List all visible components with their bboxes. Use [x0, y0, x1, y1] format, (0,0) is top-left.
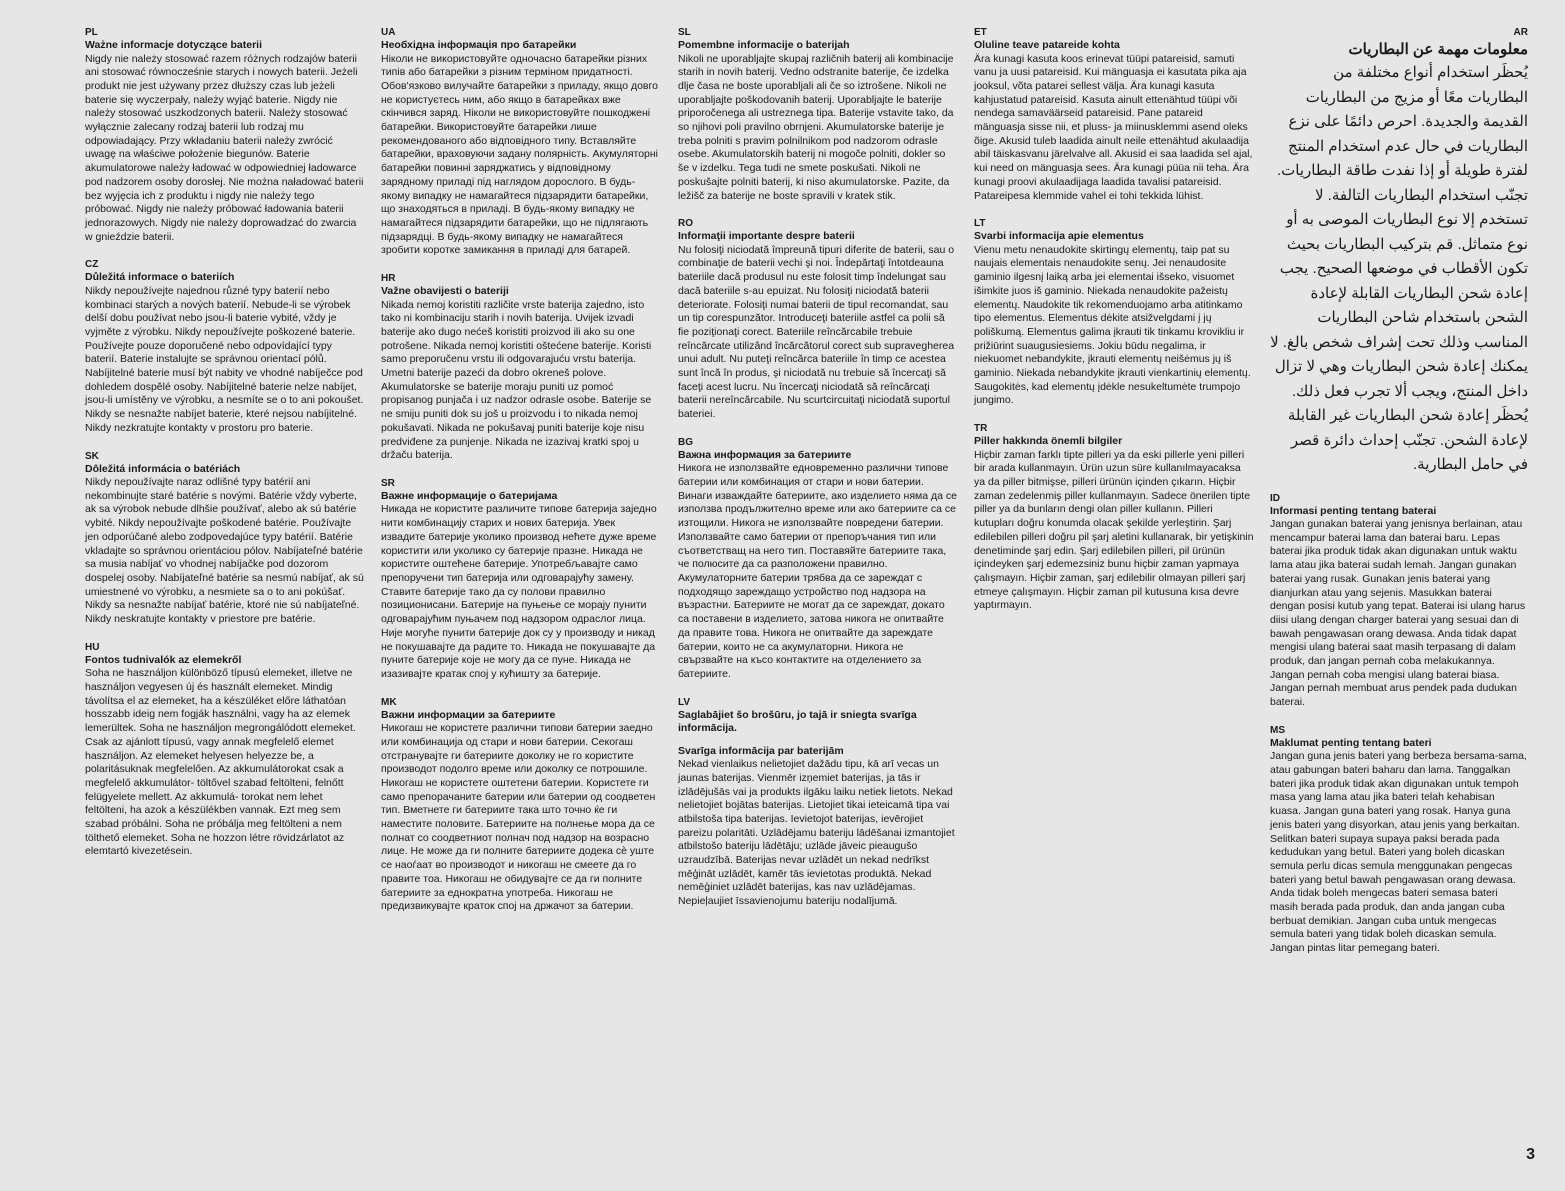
language-code: LV: [678, 696, 691, 708]
language-code: ID: [1270, 492, 1280, 504]
language-code: LT: [974, 218, 986, 230]
column-1: [85, 26, 365, 873]
language-section-hr: [381, 272, 661, 463]
language-section-ms: [1270, 724, 1528, 956]
column-2: [381, 26, 661, 928]
language-code: PL: [85, 27, 98, 38]
language-section-sk: [85, 450, 365, 627]
section-subheading: Svarīga informācija par baterijām: [678, 744, 844, 757]
language-section-lt: [974, 217, 1254, 408]
column-5: [1270, 26, 1528, 970]
section-heading: Saglabājiet šo brošūru, jo tajā ir sniegta svarīga informācija.: [678, 708, 917, 735]
section-heading: Informasi penting tentang baterai: [1270, 504, 1437, 517]
section-heading: Важне информације о батеријама: [381, 489, 558, 502]
section-text: Soha ne használjon különböző típusú elemeket, illetve ne használjon vegyesen új és használt elemeket. Mindig távolítsa el az elemeket, ha a készüléket előre láthatóan hosszabb ideig nem fogják használni, vagy ha az elemek lemerültek. Soha ne használjon megrongálódott elemeket. Csak az ajánlott típusú, vagy annak megfelelő elemet használjon. Az elemeket helyesen helyezze be, a polaritásuknak megfelelően. Az akkumulátorokat csak a megfelelő akkumulátor- töltővel szabad feltölteni, felnőtt felügyelete mellett. Az akkumulá- torokat nem lehet feltölteni, ha azok a készülékben vannak. Ezt meg sem szabad próbálni. Soha ne próbálja meg feltölteni a nem tölthető elemeket. Soha ne hozzon létre rövidzárlatot az elemtartó kivezetésein.: [85, 667, 356, 858]
section-heading: Fontos tudnivalók az elemekről: [85, 653, 242, 666]
language-code: MK: [381, 696, 397, 708]
language-code: UA: [381, 27, 396, 38]
section-heading: Informaţii importante despre baterii: [678, 230, 855, 243]
language-code: MS: [1270, 724, 1285, 736]
section-heading: Svarbi informacija apie elementus: [974, 230, 1144, 243]
language-code: SK: [85, 450, 99, 462]
section-text: Никада не користите различите типове батерија заједно нити комбинацију старих и нових батерија. Увек извадите батерије уколико производ нећете дуже време користити или уколико су батерије празне. Никада не користите оштећене батерије. Употребљавајте само препоручени тип батерија или одговарајућу замену. Ставите батерије тако да су полови правилно позиционисани. Батерије на пуњење се морају пунити одговарајућим пуњачем под надзором одраслог лица. Није могуће пунити батерије док су у производу и никад не покушавајте да радите то. Никада не покушавајте да пуните батерије које не могу да се пуне. Никада не изазивајте кратак спој у кућишту за батерије.: [381, 503, 657, 680]
language-section-sl: [678, 26, 958, 203]
section-text: Ніколи не використовуйте одночасно батарейки різних типів або батарейки з різним терміном придатності. Обов'язково вилучайте батарейки з приладу, якщо довго не користуєтесь ним, або якщо в батарейках вже скінчився заряд. Ніколи не використовуйте пошкоджені батарейки. Використовуйте батарейки лише рекомендованого або відповідного типу. Вставляйте батарейки, враховуючи задану полярність. Акумуляторні батарейки повинні заряджатись у відповідному зарядному приладі під наглядом дорослого. В будь-якому випадку не намагайтеся підзарядити батарейки, що знаходяться в приладі. В будь-якому випадку не намагайтеся підзарядити батарейки, що не підлягають підзарядці. В будь-якому випадку не намагайтеся зробити коротке замикання в приладі для батарей.: [381, 52, 659, 257]
section-text: Jangan guna jenis bateri yang berbeza bersama-sama, atau gabungan bateri baharu dan lama. Tanggalkan bateri jika produk tidak akan digunakan untuk tempoh masa yang lama atau jika bateri telah kehabisan kuasa. Jangan guna bateri yang rosak. Hanya guna jenis bateri yang disyorkan, atau jenis yang berkaitan. Selitkan bateri supaya supaya paksi berada pada kedudukan yang betul. Bateri yang boleh dicaskan semula perlu dicas semula menggunakan pengecas bateri yang betul bawah pengawasan orang dewasa. Anda tidak boleh mengecas bateri semasa bateri masih berada pada produk, dan anda jangan cuba berbuat demikian. Jangan cuba untuk mengecas semula bateri yang tidak boleh dicaskan semula. Jangan pintas litar pemegang bateri.: [1270, 750, 1527, 955]
section-heading: Pomembne informacije o baterijah: [678, 39, 850, 51]
section-text: Nikdy nepoužívejte najednou různé typy baterií nebo kombinaci starých a nových baterií. Nebude-li se výrobek delší dobu používat nebo jsou-li baterie vybité, vždy je vyjměte z výrobku. Nikdy nepoužívejte poškozené baterie. Používejte pouze doporučené nebo odpovídající typy baterií. Baterie instalujte se správnou orientací pólů. Nabíjitelné baterie musí být nabity ve vhodné nabíječce pod dohledem dospělé osoby. Nabíjitelné baterie nelze nabíjet, jsou-li umístěny ve výrobku, a nesmíte se o to ani pokoušet. Nikdy se nesnažte nabíjet baterie, které nejsou nabíjitelné. Nikdy nezkratujte kontakty v prostoru pro baterie.: [85, 284, 364, 434]
language-section-sr: [381, 477, 661, 682]
section-heading: Необхідна інформація про батарейки: [381, 39, 577, 51]
language-section-lv: [678, 696, 958, 909]
language-code: HU: [85, 641, 100, 653]
section-heading: Важни информации за батериите: [381, 708, 556, 721]
language-code: AR: [1513, 27, 1528, 38]
section-text: Nikada nemoj koristiti različite vrste baterija zajedno, isto tako ni kombinaciju starih i novih baterija. Uvijek izvadi baterije ako dugo nećeš koristiti proizvod ili ako su one potrošene. Nikada nemoj koristiti oštećene baterije. Koristi samo preporučenu vrstu ili odgovarajuću vrstu baterija. Umetni baterije pazeći da dobro okreneš polove. Akumulatorske se baterije moraju puniti uz pomoć propisanog punjača i uz nadzor odrasle osobe. Baterije se ne smiju puniti dok su još u proizvodu i to nikada nemoj pokušavati. Nikada ne pokušavaj puniti baterije koje nisu predviđene za punjenje. Nikada ne izazivaj kratki spoj u držaču baterija.: [381, 298, 652, 462]
language-section-ro: [678, 217, 958, 422]
section-heading: Důležitá informace o bateriích: [85, 271, 235, 284]
section-text: Nu folosiţi niciodată împreună tipuri diferite de baterii, sau o combinaţie de baterii vechi şi noi. Îndepărtaţi întotdeauna bateriile dacă produsul nu este folosit timp îndelungat sau dacă bateriile s-au epuizat. Nu folosiţi niciodată baterii deteriorate. Folosiţi numai baterii de tipul recomandat, sau un tip corespunzător. Introduceţi bateriile astfel ca polii să fie poziţionaţi corect. Bateriile reîncărcabile trebuie reîncărcate utilizând încărcătorul corect sub supravegherea unui adult. Nu puteţi reîncărca bateriile în timp ce acestea sunt încă în produs, şi niciodată nu trebuie să încercaţi să faceţi acest lucru. Nu încercaţi niciodată să reîncărcaţi baterii nereîncărcabile. Nu scurtcircuitaţi niciodată suportul bateriei.: [678, 243, 955, 421]
section-heading: Ważne informacje dotyczące baterii: [85, 39, 262, 51]
section-text: Nikdy nepoužívajte naraz odlišné typy batérií ani nekombinujte staré batérie s novými. Batérie vždy vyberte, ak sa výrobok nebude dlhšie používať, alebo ak sú batérie vybité. Nikdy nepoužívajte poškodené batérie. Používajte jen odporúčané alebo zodpovedajúce typy batérií. Batérie vkladajte so správnou orientáciou pólov. Nabíjateľné batérie sa musia nabíjať vo vhodnej nabíjačke pod dozorom dospelej osoby. Nabíjateľné batérie sa nesmú nabíjať, ak sú umiestnené vo výrobku, a nesmiete sa o to ani pokúšať. Nikdy sa nesnažte nabíjať batérie, ktoré nie sú nabíjateľné. Nikdy neskratujte kontakty v priestore pre batérie.: [85, 476, 364, 626]
language-section-et: [974, 26, 1254, 203]
section-text: يُحظَر استخدام أنواع مختلفة من البطاريات معًا أو مزيج من البطاريات القديمة والجديدة. احرص دائمًا على نزع البطاريات في حال عدم استخدام المنتج لفترة طويلة أو إذا نفدت طاقة البطاريات. تجنّب استخدام البطاريات التالفة. لا تستخدم إلا نوع البطاريات الموصى به أو نوع متماثل. قم بتركيب البطاريات بحيث تكون الأقطاب في موضعها الصحيح. يجب إعادة شحن البطاريات القابلة لإعادة الشحن باستخدام شاحن البطاريات المناسب وذلك تحت إشراف شخص بالغ. لا يمكنك إعادة شحن البطاريات وهي لا تزال داخل المنتج، ويجب ألا تجرب فعل ذلك. يُحظَر إعادة شحن البطاريات غير القابلة لإعادة الشحن. تجنّب إحداث دائرة قصر في حامل البطارية.: [1270, 64, 1528, 473]
language-code: BG: [678, 436, 693, 448]
section-text: Hiçbir zaman farklı tipte pilleri ya da eski pillerle yeni pilleri bir arada kullanmayın. Ürün uzun süre kullanılmayacaksa ya da piller bitmişse, pilleri ürünün içinden çıkarın. Hiçbir zaman zedelenmiş piller kullanmayın. Sadece önerilen tipte piller ya da bunların dengi olan piller kullanın. Pilleri kutupları doğru konumda olacak şekilde yerleştirin. Şarj edilebilen pilleri doğru pil şarj aletini kullanarak, bir yetişkinin denetiminde şarj edin. Şarj edilebilen pilleri, pil ürünün içindeyken şarj edemezsiniz bunu hiçbir zaman yapmaya çalışmayın. Hiçbir zaman, şarj edilebilir olmayan pilleri şarj etmeye çalışmayın. Hiçbir zaman pil kutusuna kısa devre yaptırmayın.: [974, 448, 1254, 612]
language-code: CZ: [85, 259, 99, 271]
language-section-bg: [678, 436, 958, 682]
section-text: Ära kunagi kasuta koos erinevat tüüpi patareisid, samuti vanu ja uusi patareisid. Kui mänguasja ei kasutata pika aja jooksul, võta patarei sellest välja. Ära kunagi kasuta kahjustatud patareisid. Kasuta ainult ettenähtud tüüpi või nendega samaväärseid patareisid. Pane patareid mänguasja sisse nii, et pluss- ja miinusklemmi asend oleks õige. Akusid tuleb laadida ainult neile ettenähtud akulaadija abil täiskasvanu järelvalve all. Akusid ei saa laadida sel ajal, kui need on mänguasja sees. Ära kunagi püüa nii teha. Ära kunagi proovi akulaadijaga laadida tavalisi patareisid. Patareipesa klemmide vahel ei tohi tekkida lühist.: [974, 52, 1253, 202]
section-text: Nikoli ne uporabljajte skupaj različnih baterij ali kombinacije starih in novih baterij. Vedno odstranite baterije, če izdelka dlje časa ne boste uporabljali ali če so iztrošene. Nikoli ne uporabljajte poškodovanih baterij. Uporabljajte le baterije priporočenega ali ustreznega tipa. Baterije vstavite tako, da so njihovi poli pravilno obrnjeni. Akumulatorske baterije je treba polniti s pravim polnilnikom pod nadzorom odrasle osebe. Akumulatorskih baterij ni mogoče polniti, dokler so še v izdelku. Tega tudi ne smete poskušati. Nikoli ne poskušajte polniti baterij, ki niso akumulatorske. Pazite, da ležišč za baterije ne boste spravili v kratek stik.: [678, 52, 954, 202]
section-text: Никога не използвайте едновременно различни типове батерии или комбинация от стари и нови батерии. Винаги изваждайте батериите, ако изделието няма да се използва продължително време или ако батериите са се изтощили. Никога не използвайте повредени батерии. Използвайте само батерии от препоръчания тип или съответстващ на него тип. Поставяйте батериите така, че полюсите да са разположени правилно. Акумулаторните батерии трябва да се зареждат с подходящо зареждащо устройство под надзора на възрастни. Батериите не могат да се зареждат, докато са поставени в изделието, затова никога не опитвайте да правите това. Никога не опитвайте да зареждате батерии, които не са акумулаторни. Никога не свързвайте на късо контактите на отделението за батериите.: [678, 462, 957, 680]
section-heading: Piller hakkında önemli bilgiler: [974, 435, 1123, 448]
language-section-tr: [974, 422, 1254, 613]
section-text: Никогаш не користете различни типови батерии заедно или комбинација од стари и нови батерии. Секогаш отстранувајте ги батериите доколку не го користите производот подолго време или доколку се потрошиле. Никогаш не користете оштетени батерии. Користете ги само препорачаните батерии или батерии од соодветен тип. Вметнете ги батериите така што точно ќе ги наместите половите. Батериите на полнење мора да се полнат со соодветниот полнач под надзор на возрасно лице. Не може да ги полните батериите додека сѐ уште се наоѓаат во производот и никогаш не смеете да го правите тоа. Никогаш не обидувајте се да ги полните батериите за еднократна употреба. Никогаш не предизвикувајте краток спој на држачот за батерии.: [381, 722, 656, 913]
section-text: Vienu metu nenaudokite skirtingų elementų, taip pat su naujais elementais nenaudokite senų. Jei nenaudosite gaminio ilgesnį laiką arba jei elementai išseko, visuomet išimkite juos iš gaminio. Niekada nenaudokite pažeistų elementų. Naudokite tik rekomenduojamo arba atitinkamo tipo elementus. Elementus dėkite atsižvelgdami į jų poliškumą. Elementus galima įkrauti tik tinkamu krovikliu ir prižiūrint suaugusiesiems. Jokiu būdu negalima, ir niekuomet nebandykite, įkrauti elementų neišėmus jų iš gaminio. Niekada nebandykite įkrauti vienkartinių elementų. Saugokitės, kad elementų įdėkle nesukeltumėte trumpojo jungimo.: [974, 243, 1251, 407]
section-text: Nigdy nie należy stosować razem różnych rodzajów baterii ani stosować równocześnie starych i nowych baterii. Jeżeli produkt nie jest używany przez dłuższy czas lub jeżeli baterie się wyczerpały, należy wyjąć baterie. Nigdy nie należy stosować uszkodzonych baterii. Należy stosować wyłącznie zalecany rodzaj baterii lub rodzaj mu odpowiadający. Przy wkładaniu baterii należy zwrócić uwagę na właściwe położenie biegunów. Baterie akumulatorowe należy ładować w odpowiedniej ładowarce pod nadzorem osoby dorosłej. Nie można naładować baterii bez wyjęcia ich z produktu i nigdy nie należy tego próbować. Nigdy nie należy próbować ładowania baterii jednorazowych. Nigdy nie należy doprowadzać do zwarcia w gnieździe baterii.: [85, 52, 364, 243]
section-heading: Важна информация за батериите: [678, 448, 852, 461]
language-section-ar: [1270, 26, 1528, 478]
section-heading: Maklumat penting tentang bateri: [1270, 736, 1432, 749]
section-heading: معلومات مهمة عن البطاريات: [1348, 41, 1528, 58]
language-code: SL: [678, 27, 691, 38]
page-number: 3: [1526, 1146, 1535, 1163]
section-heading: Dôležitá informácia o batériách: [85, 462, 241, 475]
language-section-cz: [85, 258, 365, 435]
language-section-hu: [85, 641, 365, 859]
language-section-ua: [381, 26, 661, 258]
column-3: [678, 26, 958, 923]
language-code: RO: [678, 218, 693, 230]
section-heading: Oluline teave patareide kohta: [974, 39, 1120, 51]
section-heading: Važne obavijesti o bateriji: [381, 285, 509, 298]
language-code: HR: [381, 273, 396, 285]
language-code: ET: [974, 27, 987, 38]
language-code: TR: [974, 423, 988, 435]
section-text: Jangan gunakan baterai yang jenisnya berlainan, atau mencampur baterai lama dan baterai baru. Lepas baterai jika produk tidak akan digunakan untuk waktu lama atau jika baterai sudah lemah. Jangan gunakan baterai yang rusak. Gunakan jenis baterai yang dianjurkan atau yang sejenis. Masukkan baterai dengan posisi kutub yang tepat. Baterai isi ulang harus diisi ulang dengan charger baterai yang sesuai dan di bawah pengawasan orang dewasa. Anda tidak dapat mengisi ulang baterai saat masih terpasang di dalam produk, dan jangan pernah coba melakukannya. Jangan pernah coba mengisi ulang baterai biasa. Jangan pernah membuat arus pendek pada dudukan baterai.: [1270, 518, 1526, 709]
language-code: SR: [381, 477, 395, 489]
language-section-id: [1270, 492, 1528, 710]
section-text: Nekad vienlaikus nelietojiet dažādu tipu, kā arī vecas un jaunas baterijas. Vienmēr izņemiet baterijas, ja tās ir izlādējušās vai ja produkts ilgāku laiku netiek lietots. Nekad nelietojiet bojātas baterijas. Lietojiet tikai ieteicamā tipa vai atbilstoša tipa baterijas. Ievietojot baterijas, ievērojiet pareizu polaritāti. Uzlādējamu bateriju lādēšanai izmantojiet atbilstošo bateriju lādētāju; uzlāde jāveic pieaugušo uzraudzībā. Baterijas nevar uzlādēt un nekad nedrīkst mēģināt uzlādēt, kamēr tās ievietotas produktā. Nekad nemēģiniet uzlādēt baterijas, kas nav uzlādējamas. Nepieļaujiet īssavienojumu bateriju nodalījumā.: [678, 758, 955, 908]
language-section-pl: [85, 26, 365, 244]
language-section-mk: [381, 696, 661, 914]
column-4: [974, 26, 1254, 627]
